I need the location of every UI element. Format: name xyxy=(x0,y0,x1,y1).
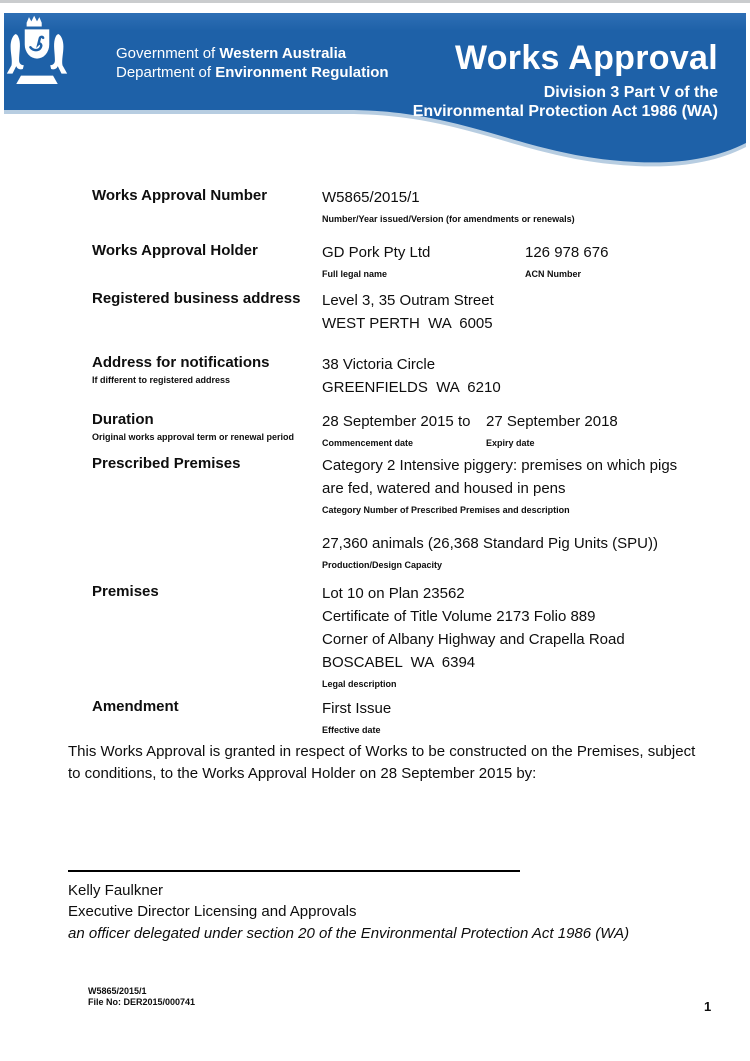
expiry-date-value: 27 September 2018 xyxy=(486,413,618,430)
subtitle-line-2: Environmental Protection Act 1986 (WA) xyxy=(412,103,718,120)
capacity-cell xyxy=(322,532,688,571)
field-label-group xyxy=(92,353,322,399)
field-duration xyxy=(0,410,750,449)
field-caption: Legal description xyxy=(322,679,397,689)
grant-statement: This Works Approval is granted in respect of Works to be constructed on the Premises, subject to conditions, to the Works Approval Holder on 28 September 2015 by: xyxy=(68,743,696,782)
field-label: Works Approval Holder xyxy=(92,242,258,259)
field-premises xyxy=(0,582,750,690)
scan-edge-strip xyxy=(0,0,750,3)
wa-coat-of-arms-icon xyxy=(4,13,70,91)
field-works-approval-number xyxy=(0,186,750,225)
field-caption: ACN Number xyxy=(525,269,582,279)
holder-values xyxy=(322,241,688,280)
gov-line-2: Department of Environment Regulation xyxy=(116,64,389,81)
field-label: Amendment xyxy=(92,698,179,715)
field-value-group xyxy=(322,186,688,225)
field-label: Prescribed Premises xyxy=(92,455,241,472)
field-caption: Production/Design Capacity xyxy=(322,560,443,570)
field-works-approval-holder xyxy=(0,241,750,280)
signature-block xyxy=(68,870,630,944)
footer-reference: W5865/2015/1 xyxy=(88,986,147,996)
address-line: WEST PERTH WA 6005 xyxy=(322,315,493,332)
field-label: Premises xyxy=(92,583,159,600)
field-caption: Expiry date xyxy=(486,438,535,448)
field-label: Registered business address xyxy=(92,290,301,307)
field-value-group xyxy=(322,241,688,280)
page-footer xyxy=(88,986,195,1008)
commencement-date-value: 28 September 2015 xyxy=(322,413,454,430)
government-identity-text xyxy=(116,44,389,82)
signatory-name: Kelly Faulkner xyxy=(68,882,164,899)
holder-name-cell xyxy=(322,241,525,280)
approval-number-value: W5865/2015/1 xyxy=(322,189,420,206)
signatory-delegation: an officer delegated under section 20 of the Environmental Protection Act 1986 (WA) xyxy=(68,925,630,942)
duration-joiner: to xyxy=(458,413,471,430)
capacity-value: 27,360 animals (26,368 Standard Pig Units (SPU)) xyxy=(322,535,659,552)
signatory-title: Executive Director Licensing and Approvals xyxy=(68,903,357,920)
field-label: Duration xyxy=(92,411,154,428)
address-line: 38 Victoria Circle xyxy=(322,356,436,373)
document-subtitle xyxy=(413,83,718,121)
field-label: Works Approval Number xyxy=(92,187,268,204)
field-caption: Number/Year issued/Version (for amendments or renewals) xyxy=(322,214,575,224)
legal-description-line: Corner of Albany Highway and Crapella Road xyxy=(322,631,625,648)
footer-file-number: File No: DER2015/000741 xyxy=(88,997,196,1007)
document-title-block xyxy=(413,40,718,121)
field-registered-business-address xyxy=(0,289,750,335)
holder-acn-cell xyxy=(525,241,608,280)
field-caption: Effective date xyxy=(322,725,381,735)
field-address-for-notifications xyxy=(0,353,750,399)
field-caption: Full legal name xyxy=(322,269,388,279)
category-description-value: Category 2 Intensive piggery: premises on which pigs are fed, watered and housed in pens xyxy=(322,457,682,497)
address-line: GREENFIELDS WA 6210 xyxy=(322,379,501,396)
legal-description-line: Lot 10 on Plan 23562 xyxy=(322,585,465,602)
field-value-group xyxy=(322,289,688,335)
field-value-group xyxy=(322,582,688,690)
expiry-cell xyxy=(486,410,618,449)
field-caption: Commencement date xyxy=(322,438,414,448)
document-title: Works Approval xyxy=(454,39,718,77)
acn-value: 126 978 676 xyxy=(525,244,609,261)
amendment-value: First Issue xyxy=(322,700,392,717)
field-prescribed-premises xyxy=(0,454,750,571)
field-value-group xyxy=(322,410,688,449)
legal-description-line: Certificate of Title Volume 2173 Folio 889 xyxy=(322,608,596,625)
field-sublabel: Original works approval term or renewal period xyxy=(92,432,295,442)
field-value-group xyxy=(322,454,688,571)
commencement-cell xyxy=(322,410,458,449)
page-number: 1 xyxy=(704,999,712,1014)
header-banner xyxy=(4,13,746,175)
approval-details xyxy=(0,186,750,944)
field-caption: Category Number of Prescribed Premises and description xyxy=(322,505,570,515)
subtitle-line-1: Division 3 Part V of the xyxy=(543,84,718,101)
holder-name-value: GD Pork Pty Ltd xyxy=(322,244,431,261)
field-label: Address for notifications xyxy=(92,354,270,371)
field-label-group xyxy=(92,410,322,449)
gov-line-1: Government of Western Australia xyxy=(116,45,347,62)
field-value-group xyxy=(322,353,688,399)
address-line: Level 3, 35 Outram Street xyxy=(322,292,494,309)
field-amendment xyxy=(0,697,750,736)
duration-values xyxy=(322,410,688,449)
legal-description-line: BOSCABEL WA 6394 xyxy=(322,654,476,671)
field-sublabel: If different to registered address xyxy=(92,375,231,385)
field-value-group xyxy=(322,697,688,736)
